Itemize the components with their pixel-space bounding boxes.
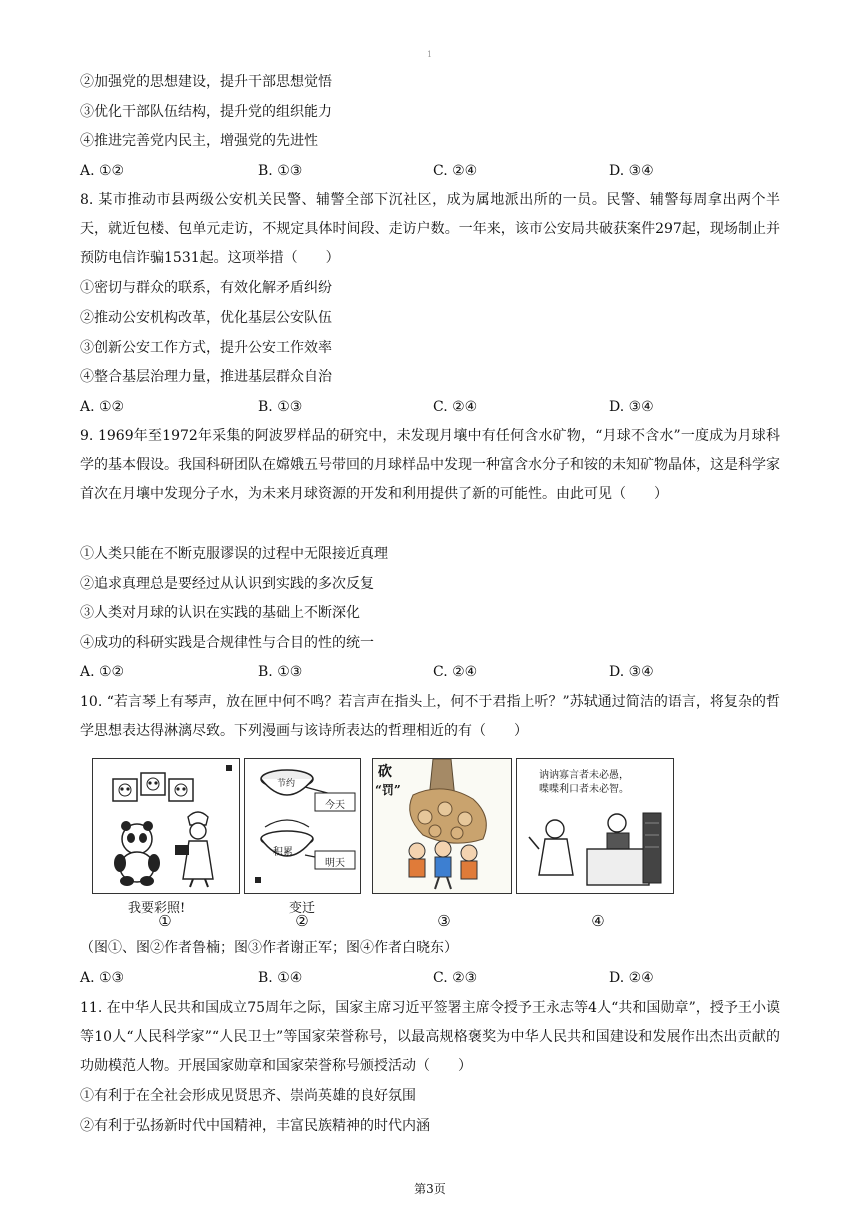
q9-option-a[interactable]: A. ①② xyxy=(80,664,125,680)
label-accumulate: 积累 xyxy=(273,847,293,858)
panel-3-number: ③ xyxy=(437,912,451,930)
q9-item-4: ④成功的科研实践是合规律性与合目的性的统一 xyxy=(80,635,374,651)
q9-item-1: ①人类只能在不断克服谬误的过程中无限接近真理 xyxy=(80,546,388,562)
comic-panel-3 xyxy=(372,758,512,894)
panel-4-text-line1: 讷讷寡言者未必愚， xyxy=(539,770,629,781)
comic-panel-2 xyxy=(244,758,361,894)
q8-option-c[interactable]: C. ②④ xyxy=(433,399,478,415)
q11-item-1: ①有利于在全社会形成见贤思齐、崇尚英雄的良好氛围 xyxy=(80,1088,416,1104)
q9-option-d[interactable]: D. ③④ xyxy=(609,664,654,680)
q7-option-b[interactable]: B. ①③ xyxy=(258,163,303,179)
page-footer: 第3页 xyxy=(414,1182,446,1196)
q8-option-d[interactable]: D. ③④ xyxy=(609,399,654,415)
panel-4-text-line2: 喋喋利口者未必智。 xyxy=(539,784,629,795)
label-tomorrow: 明天 xyxy=(325,858,345,869)
q8-item-2: ②推动公安机构改革，优化基层公安队伍 xyxy=(80,310,332,326)
q10-credit: （图①、图②作者鲁楠；图③作者谢正军；图④作者白晓东） xyxy=(80,940,458,956)
page-mark: 1 xyxy=(427,50,433,59)
panel-1-caption: 我要彩照! xyxy=(128,901,186,916)
q9-item-2: ②追求真理总是要经过从认识到实践的多次反复 xyxy=(80,576,374,592)
falling-tree-illustration xyxy=(373,759,511,893)
q7-item-4: ④推进完善党内民主，增强党的先进性 xyxy=(80,133,318,149)
q8-item-1: ①密切与群众的联系，有效化解矛盾纠纷 xyxy=(80,280,332,296)
panel-2-number: ② xyxy=(295,912,309,930)
q10-option-b[interactable]: B. ①④ xyxy=(258,970,303,986)
q9-options xyxy=(80,662,780,682)
q9-item-3: ③人类对月球的认识在实践的基础上不断深化 xyxy=(80,605,360,621)
q8-item-4: ④整合基层治理力量，推进基层群众自治 xyxy=(80,369,332,385)
q7-options xyxy=(80,161,780,181)
q9-stem: 9. 1969年至1972年采集的阿波罗样品的研究中，未发现月壤中有任何含水矿物，“月球不含水”一度成为月球科学的基本假设。我国科研团队在嫦娥五号带回的月球样品中发现一种富含水分子和铵的未知矿物晶体，这是科学家首次在月壤中发现分子水，为未来月球资源的开发和利用提供了新的可能性。由此可见（ ） xyxy=(80,428,780,502)
q10-options xyxy=(80,968,780,988)
comic-panel-4 xyxy=(516,758,674,894)
q8-stem: 8. 某市推动市县两级公安机关民警、辅警全部下沉社区，成为属地派出所的一员。民警、辅警每周拿出两个半天，就近包楼、包单元走访，不规定具体时间段、走访户数。一年来，该市公安局共破获案件297起，现场制止并预防电信诈骗1531起。这项举措（ ） xyxy=(80,192,780,266)
q10-option-c[interactable]: C. ②③ xyxy=(433,970,478,986)
q9-option-c[interactable]: C. ②④ xyxy=(433,664,478,680)
q9-option-b[interactable]: B. ①③ xyxy=(258,664,303,680)
comic-panel-1 xyxy=(92,758,240,894)
q8-options xyxy=(80,397,780,417)
panda-photographer-illustration xyxy=(93,759,239,893)
interview-illustration xyxy=(517,759,673,893)
bowl-change-illustration xyxy=(245,759,360,893)
q7-item-3: ③优化干部队伍结构，提升党的组织能力 xyxy=(80,104,332,120)
q11-stem: 11. 在中华人民共和国成立75周年之际，国家主席习近平签署主席令授予王永志等4人“共和国勋章”，授予王小谟等10人“人民科学家”“人民卫士”等国家荣誉称号，以最高规格褒奖为中华人民共和国建设和发展作出杰出贡献的功勋模范人物。开展国家勋章和国家荣誉称号颁授活动（ ） xyxy=(80,1000,780,1074)
q8-item-3: ③创新公安工作方式，提升公安工作效率 xyxy=(80,340,332,356)
panel-2-caption: 变迁 xyxy=(289,901,316,916)
label-punish: “罚” xyxy=(375,783,401,797)
q11-item-2: ②有利于弘扬新时代中国精神，丰富民族精神的时代内涵 xyxy=(80,1118,430,1134)
q8-option-b[interactable]: B. ①③ xyxy=(258,399,303,415)
q7-option-c[interactable]: C. ②④ xyxy=(433,163,478,179)
label-save: 节约 xyxy=(277,779,296,789)
panel-4-number: ④ xyxy=(591,912,605,930)
q10-option-a[interactable]: A. ①③ xyxy=(80,970,125,986)
q7-option-a[interactable]: A. ①② xyxy=(80,163,125,179)
q7-option-d[interactable]: D. ③④ xyxy=(609,163,654,179)
q10-option-d[interactable]: D. ②④ xyxy=(609,970,654,986)
q7-item-2: ②加强党的思想建设，提升干部思想觉悟 xyxy=(80,74,332,90)
q10-stem: 10. “若言琴上有琴声，放在匣中何不鸣？若言声在指头上，何不于君指上听？”苏轼通过简洁的语言，将复杂的哲学思想表达得淋漓尽致。下列漫画与该诗所表达的哲理相近的有（ ） xyxy=(80,694,780,739)
q8-option-a[interactable]: A. ①② xyxy=(80,399,125,415)
label-chop: 砍 xyxy=(378,764,392,780)
label-today: 今天 xyxy=(325,800,345,811)
comic-strip xyxy=(88,754,678,932)
panel-1-number: ① xyxy=(158,912,172,930)
